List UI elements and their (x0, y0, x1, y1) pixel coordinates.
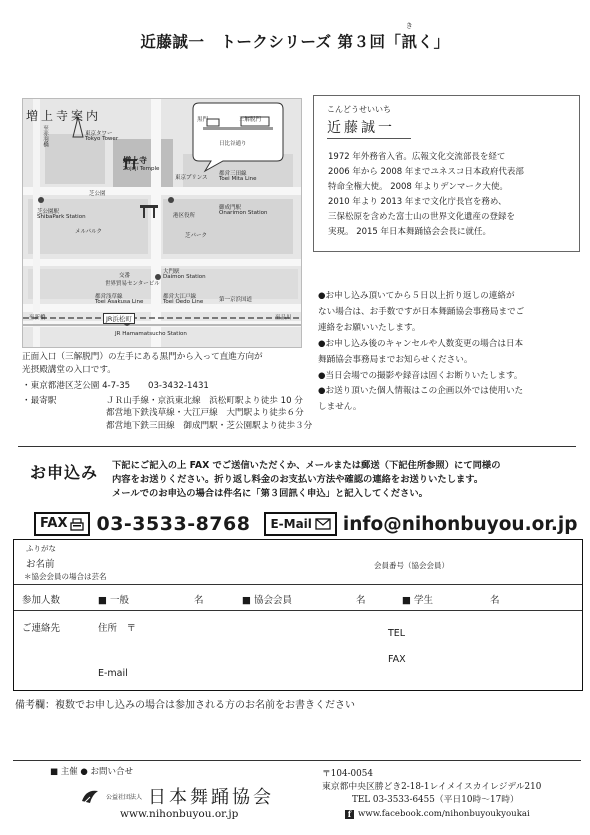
bio-line: 2006 年から 2008 年までユネスコ日本政府代表部 (328, 167, 524, 177)
name-field[interactable] (134, 544, 364, 580)
map-label-kuromon: 黒門 (197, 117, 209, 123)
org-type: 公益社団法人 (106, 793, 143, 801)
apply-line: 内容をお送りください。折り返し料金のお支払い方法や確認の連絡をお送りいたします。 (112, 474, 484, 485)
email-label: E-Mail (270, 517, 312, 531)
title-ruby (401, 22, 418, 52)
count-label: 参加人数 (22, 595, 61, 606)
access-info (22, 380, 322, 432)
station-line: ＪＲ山手線・京浜東北線 浜松町駅より徒歩 10 分 (106, 395, 303, 406)
note-line: ●お申し込み頂いてから５日以上折り返しの連絡が (318, 291, 515, 301)
speaker-bio (328, 150, 568, 240)
title-text-end: く」 (417, 33, 450, 51)
organizer (80, 783, 274, 809)
speaker-name-kana: こんどうせいいち (327, 105, 391, 114)
fax-label: FAX (40, 516, 68, 531)
bio-line: 2010 年より 2013 年まで文化庁長官を務め、 (328, 197, 507, 207)
map-label-shinagawa: 至品川 (275, 315, 292, 321)
tel-field[interactable] (414, 624, 574, 642)
station-label-blank (22, 420, 106, 433)
note-line: 舞踊協会事務局までお知らせください。 (318, 354, 473, 365)
fax-badge (34, 512, 90, 536)
member-option[interactable]: ■ 協会会員 (242, 595, 292, 606)
facebook-url: www.facebook.com/nihonbuyoukyoukai (358, 809, 530, 819)
fax-field-label: FAX (388, 654, 406, 665)
divider (18, 446, 576, 447)
access-map (22, 98, 302, 348)
org-name: 日本舞踊協会 (148, 787, 275, 808)
map-label-hamamatsucho-en: JR Hamamatsucho Station (115, 331, 187, 337)
address-label: ・東京都港区芝公園 4-7-35 (22, 381, 131, 391)
note-line: しません。 (318, 402, 362, 413)
map-label-tokyo-tower: 東京タワー (85, 131, 113, 137)
name-underline (327, 138, 411, 139)
speaker-name: 近藤誠一 (327, 120, 395, 136)
page-title (0, 22, 590, 52)
envelope-icon (315, 518, 331, 530)
station-label-blank (22, 407, 106, 420)
map-graphic (23, 99, 301, 347)
address-label: 住所 〒 (98, 623, 137, 634)
map-label-sangedatsumon: 三解脱門 (239, 117, 262, 123)
note-line: ●当日会場での撮影や録音は固くお断りいたします。 (318, 370, 523, 381)
map-label-asakusa-en: Toei Asakusa Line (95, 299, 144, 305)
street-address: 東京都中央区勝どき2-18-1レイメイスカイレジデル210 (322, 782, 542, 792)
tel-label: TEL (388, 628, 406, 639)
note-line: 連絡をお願いいたします。 (318, 322, 421, 333)
notes (318, 289, 580, 416)
map-caption (22, 351, 312, 376)
fax-field[interactable] (414, 650, 574, 668)
map-label-shiba-park-road: 芝公園 (89, 191, 106, 197)
map-label-zojoji: 増上寺 (123, 156, 147, 165)
bio-line: 三保松原を含めた富士山の世界文化遺産の登録を (328, 212, 516, 222)
website-link[interactable]: www.nihonbuyou.or.jp (120, 808, 239, 820)
apply-instructions (112, 459, 574, 501)
map-label-prince: 東京プリンス (175, 175, 208, 181)
map-label-hamamatsucho: JR浜松町 (103, 313, 135, 324)
map-label-merpark: メルパルク (75, 229, 103, 235)
title-text: 近藤誠一 トークシリーズ 第３回「 (140, 33, 402, 51)
email-badge (264, 512, 336, 536)
note-line: ●お送り頂いた個人情報はこの企画以外では使用いた (318, 386, 524, 397)
facebook-icon: f (345, 810, 354, 819)
postal-code: 〒104-0054 (322, 769, 373, 779)
sponsor-label: ■ 主催 ● お問い合せ (50, 767, 134, 777)
map-label-shinbashi: 至新橋 (29, 315, 46, 321)
furigana-label: ふりがな (26, 544, 56, 553)
caption-line: 正面入口（三解脱門）の左手にある黒門から入って直進方向が (22, 352, 263, 362)
student-option[interactable]: ■ 学生 (402, 595, 433, 606)
station-line: 都営地下鉄三田線 御成門駅・芝公園駅より徒歩３分 (106, 420, 313, 431)
map-label-tokyo-tower-en: Tokyo Tower (85, 136, 119, 142)
map-label-akabanebashi: 至赤羽橋 (42, 125, 48, 147)
contact-row (34, 511, 586, 537)
bio-line: 特命全権大使。 2008 年よりデンマーク大使。 (328, 182, 508, 192)
map-label-daimon: 大門駅 (163, 269, 180, 275)
divider (13, 760, 581, 761)
map-label-toei-mita-en: Toei Mita Line (219, 176, 257, 182)
title-ruby-base: 訊 (401, 33, 418, 51)
facebook-link[interactable] (345, 809, 530, 819)
station-line: 都営地下鉄浅草線・大江戸線 大門駅より徒歩６分 (106, 408, 304, 418)
apply-heading: お申込み (30, 463, 99, 482)
title-ruby-text: き (405, 22, 414, 30)
map-label-toei-mita: 都営三田線 (219, 171, 247, 177)
map-label-daimon-en: Daimon Station (163, 274, 206, 280)
apply-line: メールでのお申込の場合は件名に「第３回訊く申込」と記入してください。 (112, 488, 428, 499)
note-line: ●お申し込み後のキャンセルや人数変更の場合は日本 (318, 338, 524, 349)
bio-line: 1972 年外務省入省。広報文化交流部長を経て (328, 152, 506, 162)
member-number-label: 会員番号（協会会員） (374, 561, 449, 570)
email-address[interactable]: info@nihonbuyou.or.jp (342, 513, 578, 535)
member-note: ＊協会会員の場合は芸名 (24, 572, 107, 581)
org-address (322, 768, 541, 807)
member-unit: 名 (356, 595, 366, 606)
map-label-koban: 交番 (119, 273, 131, 279)
org-phone: TEL 03-3533-6455（平日10時～17時） (352, 795, 519, 805)
map-label-hibiya: 日比谷通り (219, 141, 247, 147)
apply-line: 下記にご記入の上 FAX でご送信いただくか、メールまたは郵送（下記住所参照）にて同様の (112, 460, 501, 471)
map-heading: 増上寺案内 (26, 109, 102, 123)
map-label-shiba-park-station-en: ShibaPark Station (37, 214, 86, 220)
fax-number[interactable]: 03-3533-8768 (96, 513, 251, 535)
address-field[interactable] (164, 616, 374, 656)
fax-machine-icon (70, 518, 84, 531)
map-label-shiba-park-station: 芝公園駅 (37, 209, 60, 215)
map-label-oedo: 都営大江戸線 (163, 294, 197, 300)
general-option[interactable]: ■ 一般 (98, 595, 129, 606)
remarks-label: 備考欄：複数でお申し込みの場合は参加される方のお名前をお書きください (15, 700, 355, 711)
map-label-daiichi: 第一京浜国道 (219, 297, 253, 303)
fan-logo-icon (80, 787, 100, 805)
member-number-field[interactable] (464, 544, 574, 580)
map-label-asakusa: 都営浅草線 (95, 294, 123, 300)
email-field[interactable] (144, 664, 374, 682)
map-label-shibapark: 芝パーク (185, 233, 208, 239)
map-label-onarimon: 御成門駅 (219, 205, 242, 211)
student-unit: 名 (490, 595, 500, 606)
bio-line: 実現。 2015 年日本舞踊協会会長に就任。 (328, 227, 492, 237)
name-label: お名前 (26, 559, 55, 570)
map-label-oedo-en: Toei Oedo Line (163, 299, 204, 305)
map-label-world-trade: 世界貿易センタービル (105, 281, 160, 287)
caption-line: 光摂殿講堂の入口です。 (22, 364, 116, 375)
station-label: ・最寄駅 (22, 395, 57, 406)
map-label-minato: 港区役所 (173, 213, 196, 219)
general-unit: 名 (194, 595, 204, 606)
map-label-onarimon-en: Onarimon Station (219, 210, 268, 216)
map-label-zojoji-en: Zojoji Temple (123, 166, 160, 172)
note-line: ない場合は、お手数ですが日本舞踊協会事務局までご (318, 306, 525, 317)
application-form (13, 539, 583, 691)
phone-number: 03-3432-1431 (148, 381, 209, 391)
email-field-label: E-mail (98, 668, 128, 679)
contact-label: ご連絡先 (22, 623, 61, 634)
